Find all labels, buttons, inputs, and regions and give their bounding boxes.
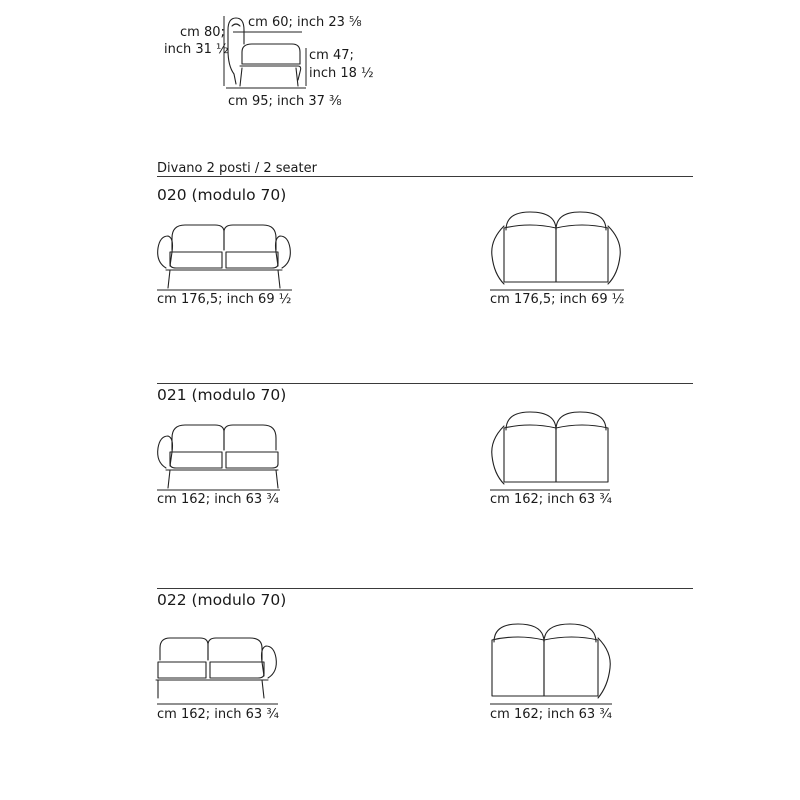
model-022-front-dim: cm 162; inch 63 ¾ — [157, 707, 279, 722]
model-021-code: 021 (modulo 70) — [157, 386, 287, 404]
armchair-depth-label: cm 60; inch 23 ⅝ — [248, 15, 362, 30]
armchair-height-cm: cm 80; — [180, 25, 225, 40]
sofa-021-front-view — [157, 425, 280, 490]
sofa-021-top-view — [490, 412, 610, 490]
sofa-020-top-view — [490, 212, 624, 290]
model-021-top-dim: cm 162; inch 63 ¾ — [490, 492, 612, 507]
sofa-022-top-view — [490, 624, 612, 704]
section-rule — [157, 176, 693, 177]
model-022-top-dim: cm 162; inch 63 ¾ — [490, 707, 612, 722]
section-title: Divano 2 posti / 2 seater — [157, 161, 317, 176]
model-022-code: 022 (modulo 70) — [157, 591, 287, 609]
armchair-height-inch: inch 31 ½ — [164, 42, 229, 57]
model-021-rule — [157, 383, 693, 384]
model-020-top-dim: cm 176,5; inch 69 ½ — [490, 292, 625, 307]
model-022-rule — [157, 588, 693, 589]
sofa-020-front-view — [157, 225, 292, 290]
armchair-seat-inch: inch 18 ½ — [309, 66, 374, 81]
armchair-width-label: cm 95; inch 37 ⅜ — [228, 94, 342, 109]
armchair-seat-cm: cm 47; — [309, 48, 354, 63]
model-021-front-dim: cm 162; inch 63 ¾ — [157, 492, 279, 507]
model-020-front-dim: cm 176,5; inch 69 ½ — [157, 292, 292, 307]
sofa-022-front-view — [156, 638, 278, 704]
model-020-code: 020 (modulo 70) — [157, 186, 287, 204]
